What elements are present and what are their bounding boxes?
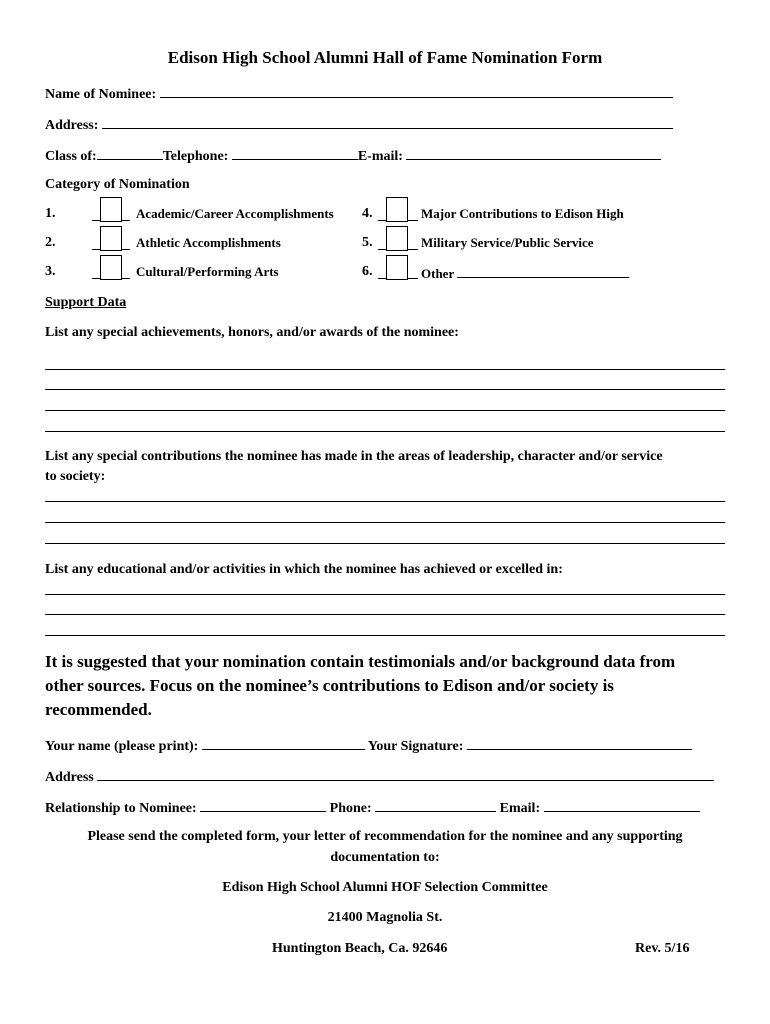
submitter-address-label: Address	[45, 770, 94, 785]
nominee-address-row	[45, 115, 673, 134]
phone-label: Phone:	[329, 801, 372, 816]
category-1-checkbox[interactable]	[100, 197, 122, 222]
category-4-number: 4.	[362, 206, 373, 221]
category-4-label: Major Contributions to Edison High	[421, 206, 624, 221]
signature-label: Your Signature:	[367, 739, 464, 754]
telephone-field[interactable]	[232, 146, 358, 160]
educational-question: List any educational and/or activities in which the nominee has achieved or excelled in:	[45, 562, 563, 577]
category-5-checkbox[interactable]	[386, 226, 408, 251]
category-6-label: Other	[421, 266, 454, 281]
class-label: Class of:	[45, 149, 97, 164]
email-field[interactable]	[406, 146, 661, 160]
submitter-name-label: Your name (please print):	[45, 739, 199, 754]
telephone-label: Telephone:	[162, 149, 229, 164]
category-3-checkbox[interactable]	[100, 255, 122, 280]
street-address: 21400 Magnolia St.	[327, 910, 443, 925]
send-instructions-line-1: Please send the completed form, your letter of recommendation for the nominee and any supporting	[87, 829, 683, 844]
support-data-heading: Support Data	[45, 295, 127, 310]
revision-label: Rev. 5/16	[635, 941, 690, 956]
suggestion-line-3: recommended.	[45, 700, 152, 719]
category-3-number: 3.	[45, 264, 56, 279]
achievements-question: List any special achievements, honors, and/or awards of the nominee:	[45, 325, 459, 340]
send-instructions-line-2: documentation to:	[330, 850, 440, 865]
relationship-field[interactable]	[200, 798, 326, 812]
contributions-line-2[interactable]	[45, 522, 725, 523]
achievements-line-3[interactable]	[45, 410, 725, 411]
category-5-number: 5.	[362, 235, 373, 250]
contributions-line-1[interactable]	[45, 501, 725, 502]
suggestion-line-1: It is suggested that your nomination contain testimonials and/or background data from	[45, 652, 676, 671]
submitter-email-field[interactable]	[544, 798, 700, 812]
nominee-address-label: Address:	[45, 118, 99, 133]
educational-line-2[interactable]	[45, 614, 725, 615]
achievements-line-4[interactable]	[45, 431, 725, 432]
submitter-address-row	[45, 767, 714, 786]
category-3-label: Cultural/Performing Arts	[136, 264, 279, 279]
category-2-number: 2.	[45, 235, 56, 250]
nominee-contact-row	[45, 146, 661, 165]
achievements-line-2[interactable]	[45, 389, 725, 390]
form-title: Edison High School Alumni Hall of Fame Nomination Form	[167, 48, 603, 67]
nominee-name-field[interactable]	[160, 84, 673, 98]
contributions-question-line-2: to society:	[45, 469, 106, 484]
submitter-name-row	[45, 736, 692, 755]
educational-line-3[interactable]	[45, 635, 725, 636]
committee-name: Edison High School Alumni HOF Selection Committee	[222, 880, 548, 895]
category-6-number: 6.	[362, 264, 373, 279]
category-1-number: 1.	[45, 206, 56, 221]
category-heading: Category of Nomination	[45, 177, 190, 192]
relationship-label: Relationship to Nominee:	[45, 801, 197, 816]
submitter-contact-row	[45, 798, 700, 817]
submitter-address-field[interactable]	[97, 767, 714, 781]
nominee-name-row	[45, 84, 673, 103]
submitter-email-label: Email:	[499, 801, 541, 816]
contributions-line-3[interactable]	[45, 543, 725, 544]
category-6-row	[421, 264, 629, 282]
achievements-line-1[interactable]	[45, 369, 725, 370]
category-5-label: Military Service/Public Service	[421, 235, 594, 250]
category-1-label: Academic/Career Accomplishments	[136, 206, 334, 221]
submitter-name-field[interactable]	[202, 736, 365, 750]
category-other-field[interactable]	[457, 264, 629, 278]
phone-field[interactable]	[375, 798, 496, 812]
email-label: E-mail:	[357, 149, 403, 164]
contributions-question-line-1: List any special contributions the nominee has made in the areas of leadership, character and/or service	[45, 449, 663, 464]
nominee-name-label: Name of Nominee:	[45, 87, 157, 102]
category-2-checkbox[interactable]	[100, 226, 122, 251]
category-4-checkbox[interactable]	[386, 197, 408, 222]
category-2-label: Athletic Accomplishments	[136, 235, 281, 250]
category-6-checkbox[interactable]	[386, 255, 408, 280]
educational-line-1[interactable]	[45, 594, 725, 595]
signature-field[interactable]	[467, 736, 692, 750]
class-field[interactable]	[97, 146, 163, 160]
nominee-address-field[interactable]	[102, 115, 673, 129]
city-address: Huntington Beach, Ca. 92646	[272, 941, 448, 956]
suggestion-line-2: other sources. Focus on the nominee’s contributions to Edison and/or society is	[45, 676, 614, 695]
